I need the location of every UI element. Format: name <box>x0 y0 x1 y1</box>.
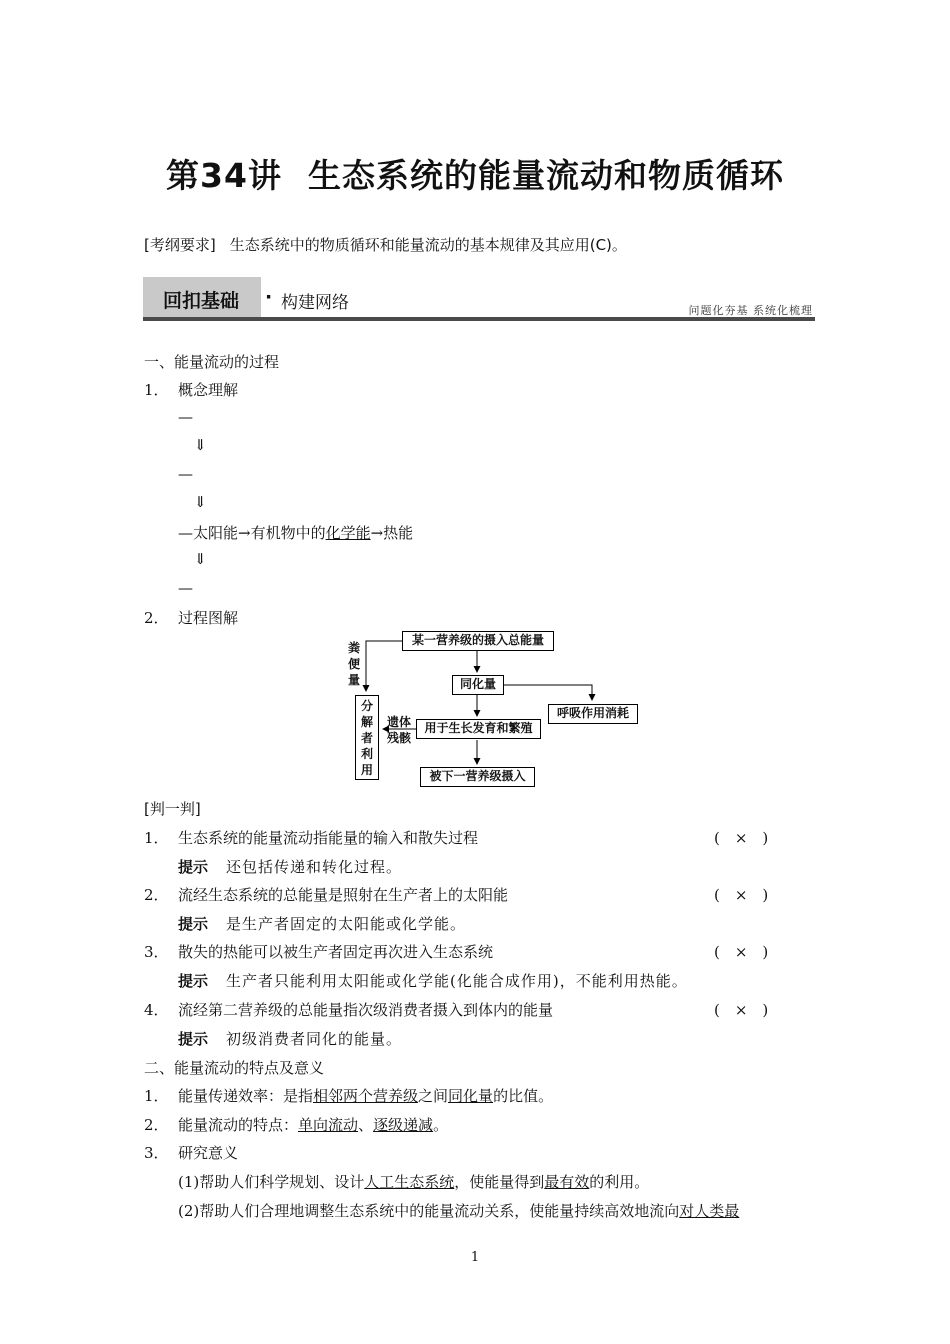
judge-heading: [判一判] <box>144 800 201 818</box>
concept-energy-forms: —太阳能→有机物中的化学能→热能 <box>178 524 414 542</box>
chemical-energy-answer: 化学能 <box>325 524 371 542</box>
section-banner <box>143 277 815 323</box>
section2-item-2: 2． 能量流动的特点：单向流动、逐级递减。 <box>144 1116 449 1134</box>
banner-sub: 构建网络 <box>281 293 349 313</box>
judge-mark-3: ( × ) <box>714 943 769 961</box>
concept-arrow-3: ⇓ <box>194 550 207 568</box>
banner-right: 问题化夯基 系统化梳理 <box>688 304 813 317</box>
section1-item2: 2． 过程图解 <box>144 609 239 627</box>
box-assimilation: 同化量 <box>452 675 504 695</box>
concept-arrow-2: ⇓ <box>194 493 207 511</box>
box-next-level: 被下一营养级摄入 <box>420 767 535 787</box>
box-respiration: 呼吸作用消耗 <box>548 704 638 724</box>
exam-requirement <box>144 234 627 255</box>
arrow-intake-to-decomposer <box>366 641 402 691</box>
judge-tip-3: 提示 生产者只能利用太阳能或化学能(化能合成作用)，不能利用热能。 <box>178 972 688 990</box>
label-remains: 遗体残骸 <box>386 715 411 745</box>
arrow-assimilation-to-respiration <box>502 685 592 700</box>
section2-heading: 二、能量流动的特点及意义 <box>144 1059 325 1077</box>
judge-item-2: 2． 流经生态系统的总能量是照射在生产者上的太阳能 <box>144 886 509 904</box>
judge-tip-4: 提示 初级消费者同化的能量。 <box>178 1030 403 1048</box>
page-number: 1 <box>470 1250 480 1265</box>
concept-dash-1: — <box>178 408 193 426</box>
significance-2: (2)帮助人们合理地调整生态系统中的能量流动关系，使能量持续高效地流向对人类最 <box>178 1202 740 1220</box>
box-intake: 某一营养级的摄入总能量 <box>402 631 554 651</box>
section2-item-1: 1． 能量传递效率：是指相邻两个营养级之间同化量的比值。 <box>144 1087 554 1105</box>
judge-mark-4: ( × ) <box>714 1001 769 1019</box>
judge-mark-2: ( × ) <box>714 886 769 904</box>
page-title <box>0 150 950 197</box>
section2-item-3: 3． 研究意义 <box>144 1144 239 1162</box>
concept-arrow-1: ⇓ <box>194 436 207 454</box>
label-feces: 粪便量 <box>347 641 360 687</box>
significance-1: (1)帮助人们科学规划、设计人工生态系统，使能量得到最有效的利用。 <box>178 1173 650 1191</box>
judge-item-4: 4． 流经第二营养级的总能量指次级消费者摄入到体内的能量 <box>144 1001 554 1019</box>
judge-item-1: 1． 生态系统的能量流动指能量的输入和散失过程 <box>144 829 479 847</box>
energy-flow-diagram <box>340 628 640 788</box>
banner-main: 回扣基础 <box>163 290 240 312</box>
judge-tip-1: 提示 还包括传递和转化过程。 <box>178 858 403 876</box>
concept-dash-4: — <box>178 579 193 597</box>
judge-mark-1: ( × ) <box>714 829 769 847</box>
section1-heading: 一、能量流动的过程 <box>144 353 280 371</box>
requirement-label: [考纲要求] <box>144 236 216 254</box>
box-decomposer: 分解者利用 <box>355 695 379 780</box>
requirement-text: 生态系统中的物质循环和能量流动的基本规律及其应用(C)。 <box>229 236 627 254</box>
section1-item1: 1． 概念理解 <box>144 381 239 399</box>
judge-tip-2: 提示 是生产者固定的太阳能或化学能。 <box>178 915 467 933</box>
lecture-topic: 生态系统的能量流动和物质循环 <box>307 156 784 195</box>
lecture-number: 第34讲 <box>166 156 282 195</box>
box-growth: 用于生长发育和繁殖 <box>416 719 541 739</box>
concept-dash-2: — <box>178 465 193 483</box>
banner-dot: · <box>265 286 273 308</box>
judge-item-3: 3． 散失的热能可以被生产者固定再次进入生态系统 <box>144 943 494 961</box>
